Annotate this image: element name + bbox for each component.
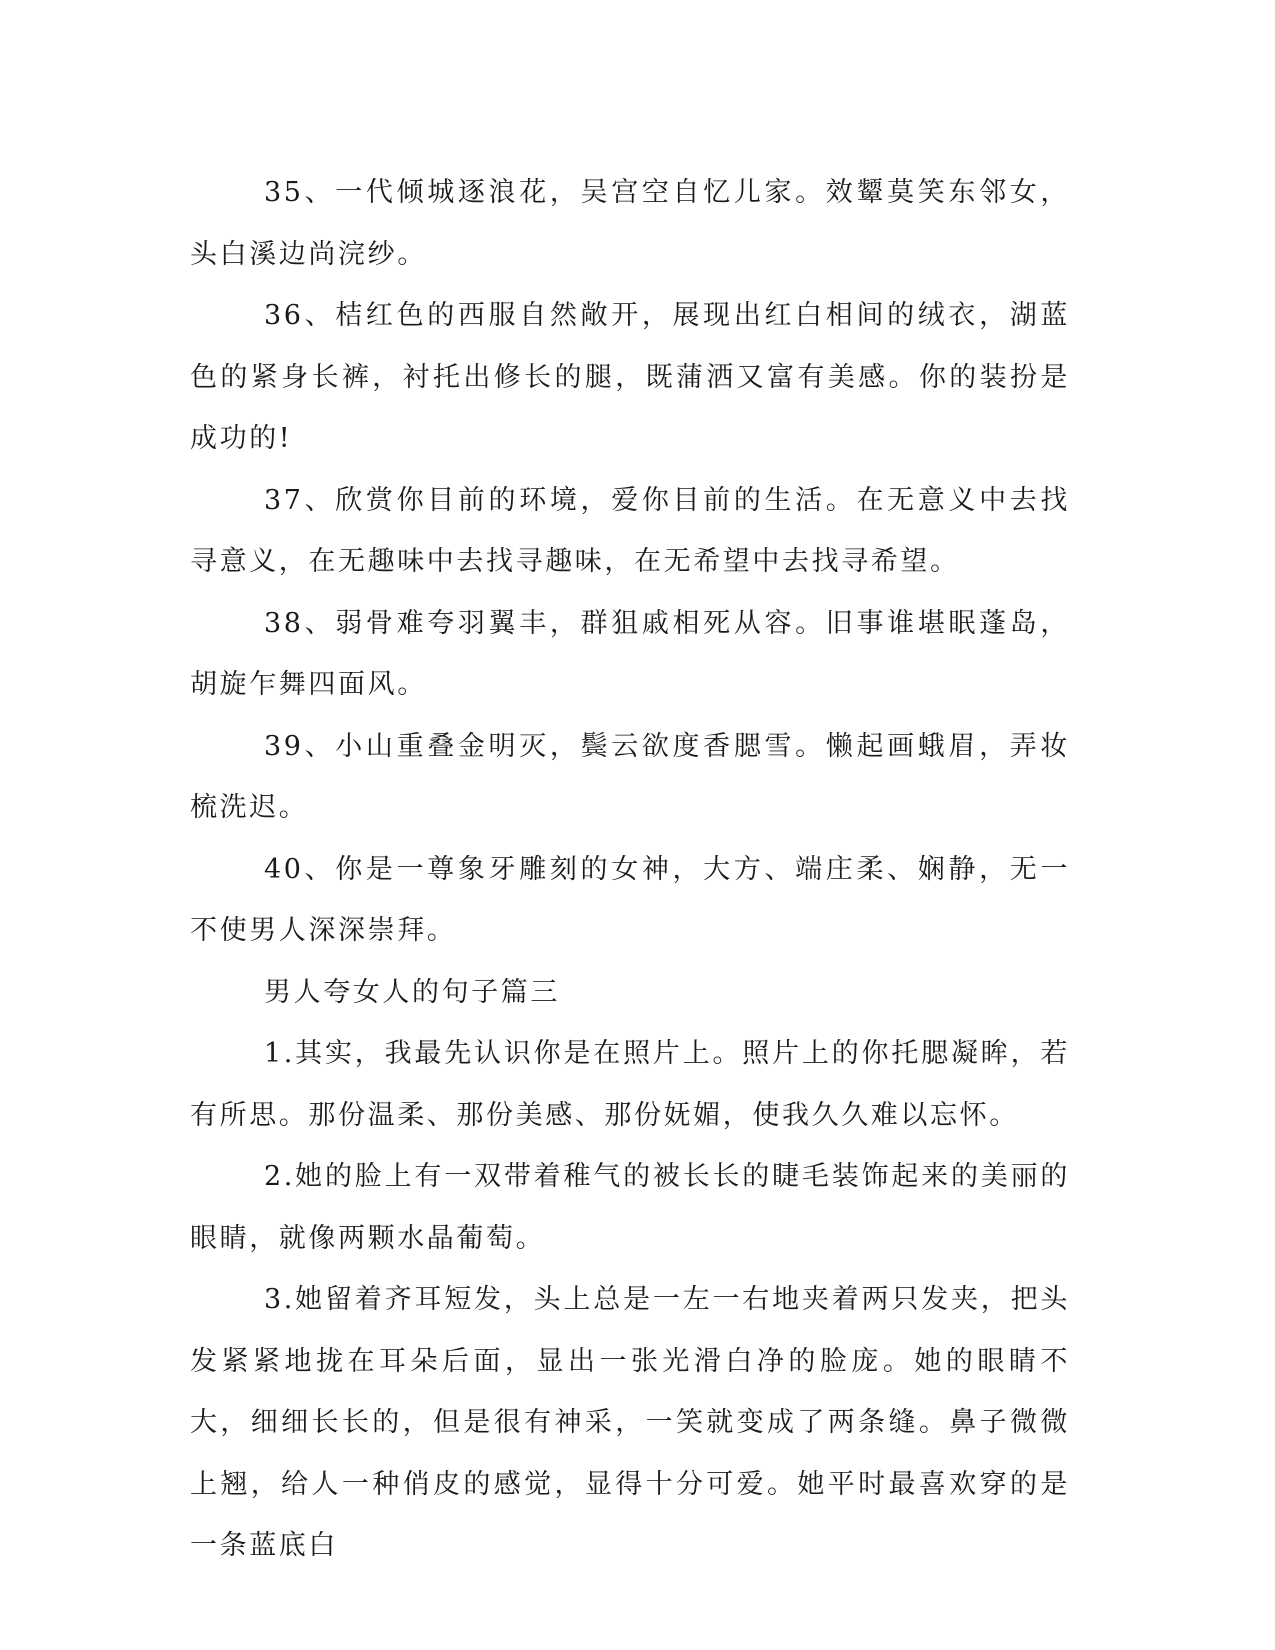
paragraph-40: 40、你是一尊象牙雕刻的女神，大方、端庄柔、娴静，无一不使男人深深崇拜。	[190, 853, 1070, 946]
paragraph-35: 35、一代倾城逐浪花，吴宫空自忆儿家。效颦莫笑东邻女，头白溪边尚浣纱。	[190, 177, 1070, 270]
section-paragraph-3: 3.她留着齐耳短发，头上总是一左一右地夹着两只发夹，把头发紧紧地拢在耳朵后面，显出一张光滑白净的脸庞。她的眼睛不大，细细长长的，但是很有神采，一笑就变成了两条缝。鼻子微微上翘，给人一种俏皮的感觉，显得十分可爱。她平时最喜欢穿的是一条蓝底白	[190, 1284, 1070, 1561]
document-body	[190, 162, 1070, 1577]
section-heading: 男人夸女人的句子篇三	[264, 976, 560, 1008]
paragraph-39: 39、小山重叠金明灭，鬓云欲度香腮雪。懒起画蛾眉，弄妆梳洗迟。	[190, 730, 1070, 823]
paragraph-38: 38、弱骨难夸羽翼丰，群狙戚相死从容。旧事谁堪眠蓬岛，胡旋乍舞四面风。	[190, 607, 1070, 700]
paragraph-37: 37、欣赏你目前的环境，爱你目前的生活。在无意义中去找寻意义，在无趣味中去找寻趣味，在无希望中去找寻希望。	[190, 484, 1070, 577]
paragraph-36: 36、桔红色的西服自然敞开，展现出红白相间的绒衣，湖蓝色的紧身长裤，衬托出修长的腿，既蒲洒又富有美感。你的装扮是成功的!	[190, 300, 1070, 454]
section-paragraph-1: 1.其实，我最先认识你是在照片上。照片上的你托腮凝眸，若有所思。那份温柔、那份美感、那份妩媚，使我久久难以忘怀。	[190, 1038, 1070, 1131]
section-paragraph-2: 2.她的脸上有一双带着稚气的被长长的睫毛装饰起来的美丽的眼睛，就像两颗水晶葡萄。	[190, 1161, 1070, 1254]
